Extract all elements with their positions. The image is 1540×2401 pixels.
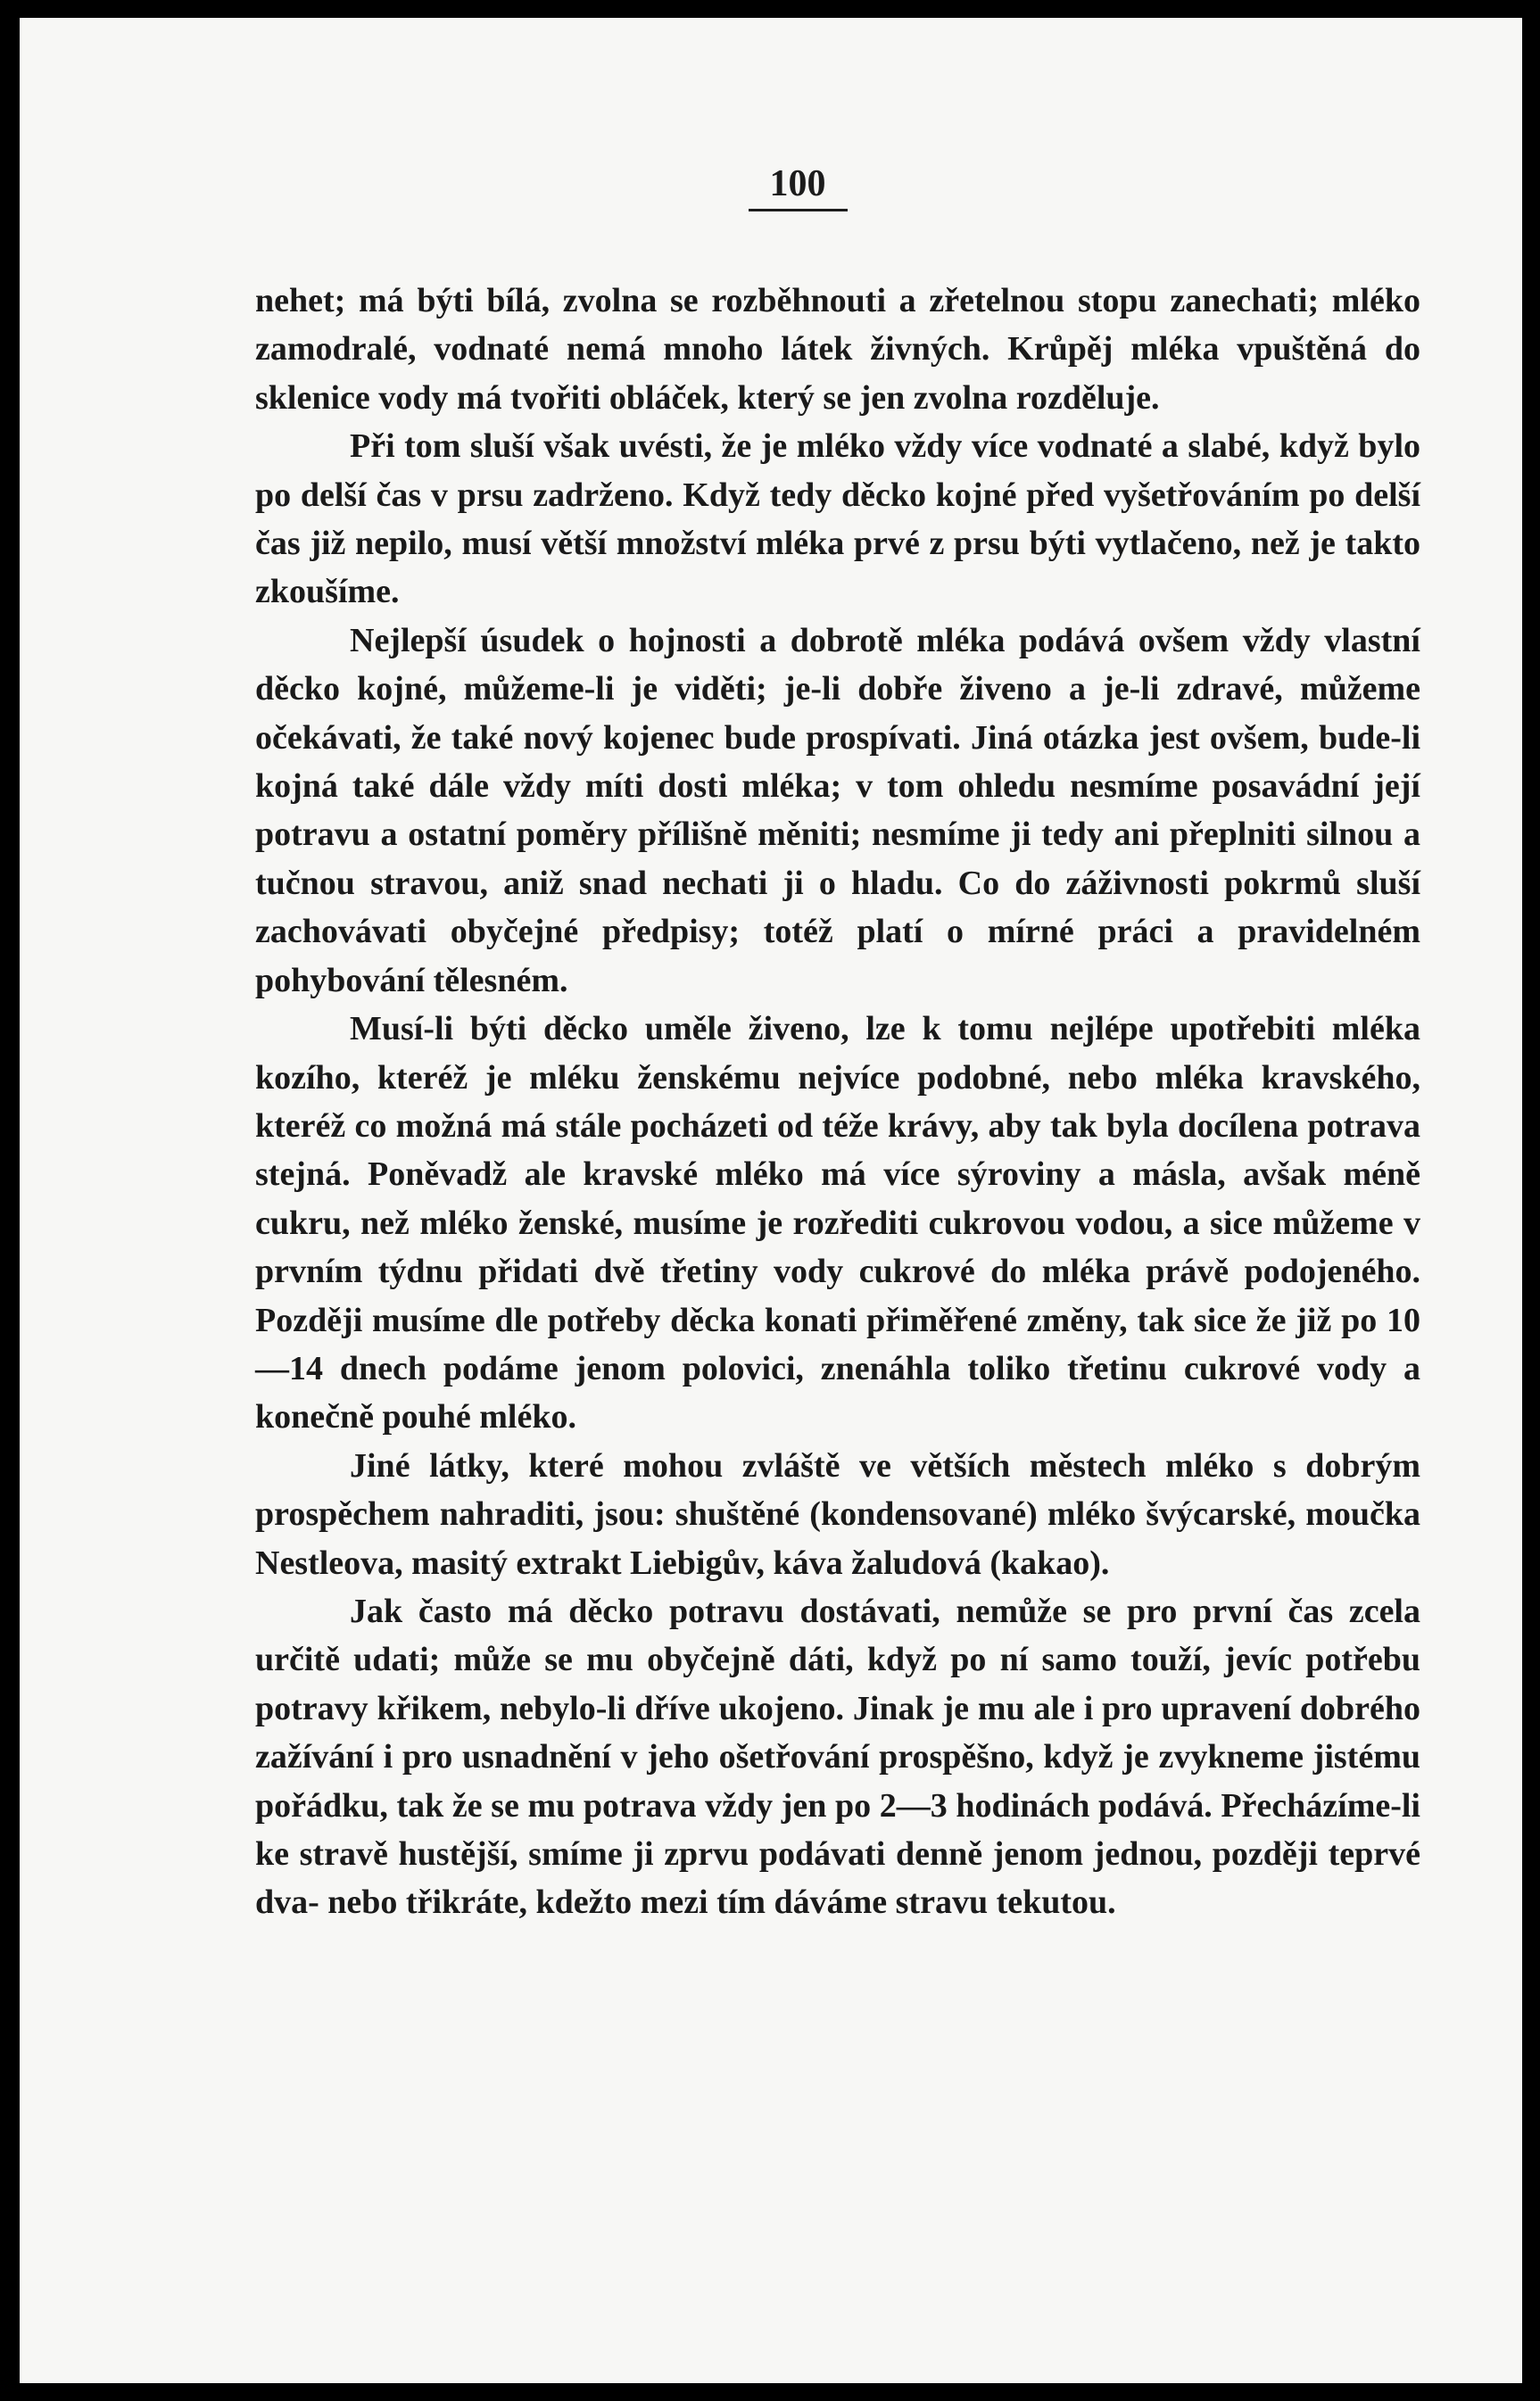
- paragraph-1: nehet; má býti bílá, zvolna se rozběhnouti a zřetelnou stopu zanechati; mléko zamodralé, vodnaté nemá mnoho látek živných. Krůpěj mléka vpuštěná do sklenice vody má tvořiti obláček, který se jen zvolna rozděluje.: [255, 282, 1420, 417]
- paragraph-4: Musí-li býti děcko uměle živeno, lze k tomu nejlépe upotřebiti mléka kozího, kteréž je mléku ženskému nejvíce podobné, nebo mléka kravského, kteréž co možná má stále pocházeti od téže krávy, aby tak byla docílena potrava stejná. Poněvadž ale kravské mléko má více sýroviny a másla, avšak méně cukru, než mléko ženské, musíme je rozřediti cukrovou vodou, a sice můžeme v prvním týdnu přidati dvě třetiny vody cukrové do mléka právě podojeného. Později musíme dle potřeby děcka konati přiměřené změny, tak sice že již po 10—14 dnech podáme jenom polovici, znenáhla toliko třetinu cukrové vody a konečně pouhé mléko.: [255, 1010, 1420, 1436]
- body-text: [255, 277, 1420, 1927]
- paragraph-2: Při tom sluší však uvésti, že je mléko vždy více vodnaté a slabé, když bylo po delší čas v prsu zadrženo. Když tedy děcko kojné před vyšetřováním po delší čas již nepilo, musí větší množství mléka prvé z prsu býti vytlačeno, než je takto zkoušíme.: [255, 427, 1420, 611]
- page-number: [20, 162, 1522, 211]
- paragraph-6: Jak často má děcko potravu dostávati, nemůže se pro první čas zcela určitě udati; může se mu obyčejně dáti, když po ní samo touží, jevíc potřebu potravy křikem, nebylo-li dříve ukojeno. Jinak je mu ale i pro upravení dobrého zažívání i pro usnadnění v jeho ošetřování prospěšno, když je zvykneme jistému pořádku, tak že se mu potrava vždy jen po 2—3 hodinách podává. Přecházíme-li ke stravě hustější, smíme ji zprvu podávati denně jenom jednou, později teprvé dva- nebo třikráte, kdežto mezi tím dáváme stravu tekutou.: [255, 1592, 1420, 1922]
- paragraph-3: Nejlepší úsudek o hojnosti a dobrotě mléka podává ovšem vždy vlastní děcko kojné, můžeme-li je viděti; je-li dobře živeno a je-li zdravé, můžeme očekávati, že také nový kojenec bude prospívati. Jiná otázka jest ovšem, bude-li kojná také dále vždy míti dosti mléka; v tom ohledu nesmíme posavádní její potravu a ostatní poměry přílišně měniti; nesmíme ji tedy ani přeplniti silnou a tučnou stravou, aniž snad nechati ji o hladu. Co do záživnosti pokrmů sluší zachovávati obyčejné předpisy; totéž platí o mírné práci a pravidelném pohybování tělesném.: [255, 621, 1420, 999]
- book-page: [20, 18, 1522, 2383]
- page-number-label: 100: [749, 162, 848, 211]
- paragraph-5: Jiné látky, které mohou zvláště ve větších městech mléko s dobrým prospěchem nahraditi, jsou: shuštěné (kondensované) mléko švýcarské, moučka Nestleova, masitý extrakt Liebigův, káva žaludová (kakao).: [255, 1446, 1420, 1582]
